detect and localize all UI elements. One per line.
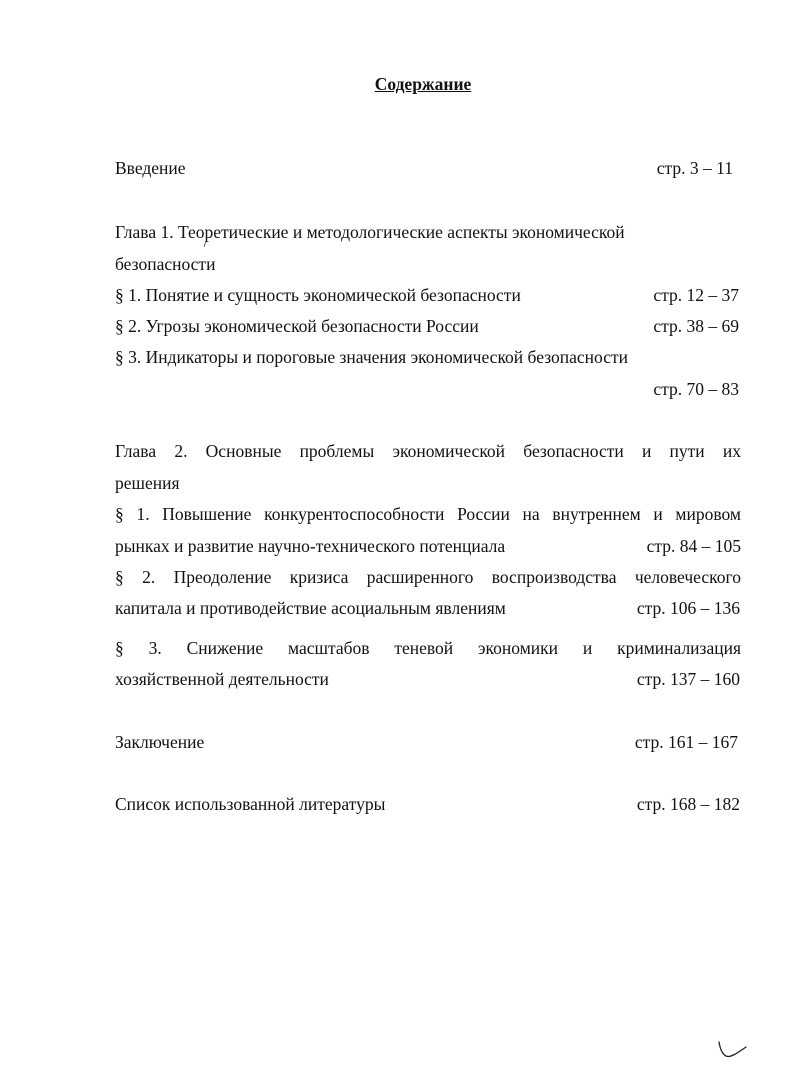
toc-entry-label: Заключение <box>115 732 205 752</box>
toc-entry-label: § 3. Индикаторы и пороговые значения экономической безопасности <box>115 347 628 367</box>
toc-entry-ch2-s3-line2 <box>115 667 739 691</box>
toc-entry-ch2-s2-line2 <box>115 596 739 620</box>
toc-entry-ch2-s2-line1: § 2. Преодоление кризиса расширенного воспроизводства человеческого <box>115 567 741 587</box>
toc-entry-ch1-s2 <box>115 314 739 338</box>
toc-entry-label: рынках и развитие научно-технического потенциала <box>115 536 506 556</box>
handwritten-page-mark <box>716 1038 748 1062</box>
chapter1-heading-line2: безопасности <box>115 254 216 274</box>
toc-entry-label: капитала и противодействие асоциальным явлениям <box>115 598 506 618</box>
toc-entry-pages: стр. 38 – 69 <box>653 316 739 336</box>
toc-entry-ch1-s3-pages-line <box>115 377 739 401</box>
toc-entry-pages: стр. 84 – 105 <box>646 536 741 556</box>
toc-entry-pages: стр. 106 – 136 <box>636 598 740 618</box>
toc-entry-label: Введение <box>115 158 186 178</box>
chapter2-heading-line2: решения <box>115 473 180 493</box>
toc-entry-ch1-s1 <box>115 283 739 307</box>
toc-entry-pages: стр. 12 – 37 <box>653 285 739 305</box>
toc-entry-label: § 2. Угрозы экономической безопасности России <box>115 316 479 336</box>
toc-entry-ch2-s3-line1: § 3. Снижение масштабов теневой экономики и криминализация <box>115 638 741 658</box>
toc-entry-label: хозяйственной деятельности <box>115 669 329 689</box>
toc-entry-pages: стр. 137 – 160 <box>636 669 740 689</box>
stray-tick-mark <box>203 241 207 247</box>
toc-entry-ch2-s1-line1: § 1. Повышение конкурентоспособности России на внутреннем и мировом <box>115 504 741 524</box>
toc-entry-pages: стр. 70 – 83 <box>653 379 739 399</box>
toc-entry-conclusion <box>115 730 739 754</box>
toc-entry-intro <box>115 156 739 180</box>
chapter2-heading-line1: Глава 2. Основные проблемы экономической безопасности и пути их <box>115 441 741 461</box>
toc-entry-pages: стр. 168 – 182 <box>636 794 740 814</box>
toc-entry-label: Список использованной литературы <box>115 794 386 814</box>
toc-entry-label: § 1. Понятие и сущность экономической безопасности <box>115 285 521 305</box>
toc-entry-pages: стр. 3 – 11 <box>656 158 733 178</box>
toc-entry-references <box>115 792 739 816</box>
toc-entry-ch1-s3 <box>115 345 739 369</box>
chapter1-heading-line1: Глава 1. Теоретические и методологические аспекты экономической <box>115 222 625 242</box>
page-title: Содержание <box>374 74 472 94</box>
toc-entry-pages: стр. 161 – 167 <box>634 732 738 752</box>
toc-entry-ch2-s1-line2 <box>115 534 739 558</box>
